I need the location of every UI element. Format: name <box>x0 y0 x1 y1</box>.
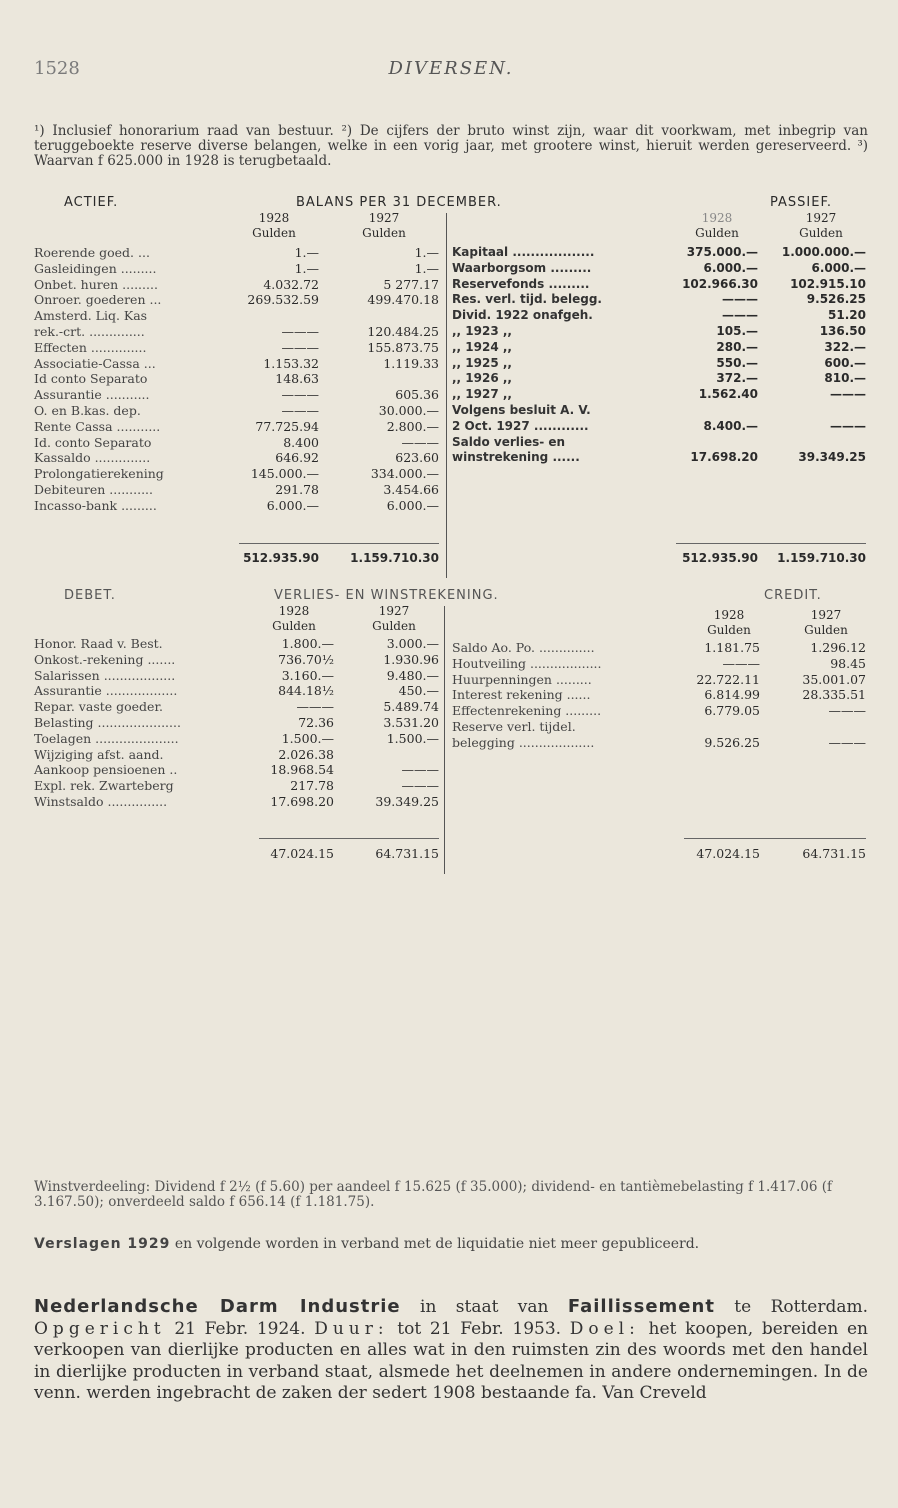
kassa-cell <box>689 108 749 122</box>
actief-row <box>34 277 439 293</box>
passief-row <box>452 261 868 277</box>
duur-value: tot 21 Febr. 1953. <box>388 1318 570 1339</box>
credit-row-value-a: 9.526.25 <box>704 734 760 750</box>
debet-row-value-b: 9.480.— <box>386 667 439 683</box>
debet-row-value-b: 5.489.74 <box>383 699 439 715</box>
debet-row-value-a: 1.500.— <box>281 730 334 746</box>
debet-total-a: 47.024.15 <box>270 846 334 861</box>
passief-row-value-b: 1.000.000.— <box>781 245 866 259</box>
credit-column <box>452 640 868 751</box>
debet-row <box>34 794 439 810</box>
actief-row-value-a: 77.725.94 <box>255 418 319 434</box>
actief-row-value-b: ——— <box>401 434 439 450</box>
passief-row-value-b: 810.— <box>824 371 866 386</box>
debet-row <box>34 731 439 747</box>
passief-row <box>452 419 868 435</box>
actief-row-value-b: 1.— <box>414 260 439 276</box>
actief-row <box>34 419 439 435</box>
actief-row-value-a: ——— <box>281 323 319 339</box>
winstverdeeling: Winstverdeeling: Dividend f 2½ (f 5.60) per aandeel f 15.625 (f 35.000); dividend- en tantièmebelasting f 1.417.06 (f 3.167.50); onverdeeld saldo f 656.14 (f 1.181.75). <box>34 1179 833 1210</box>
credit-row <box>452 687 868 703</box>
kassa-cell <box>630 108 690 122</box>
actief-row-label: Id. conto Separato <box>34 434 152 450</box>
faillissement-label: Faillissement <box>567 1296 715 1317</box>
credit-row <box>452 703 868 719</box>
credit-total-b: 64.731.15 <box>802 846 866 861</box>
credit-year-a: 1928 <box>713 608 745 622</box>
passief-row-value-a: 375.000.— <box>686 245 758 259</box>
actief-row-value-b: 623.60 <box>395 450 439 466</box>
actief-row-value-b: 120.484.25 <box>367 323 439 339</box>
actief-row-value-b: 6.000.— <box>386 497 439 513</box>
passief-row-value-a: 102.966.30 <box>682 276 758 291</box>
actief-row-label: O. en B.kas. dep. <box>34 402 141 418</box>
debet-row-value-a: 72.36 <box>298 714 334 730</box>
debet-row-value-a: 18.968.54 <box>270 762 334 778</box>
kassa-table <box>34 108 868 122</box>
passief-row-label: ,, 1923 ,, <box>452 323 512 338</box>
passief-row-value-a: 1.562.40 <box>698 387 758 402</box>
actief-heading: ACTIEF. <box>64 195 119 210</box>
debet-row <box>34 747 439 763</box>
page-title: DIVERSEN. <box>388 58 514 79</box>
actief-row <box>34 245 439 261</box>
credit-unit-b: Gulden <box>804 623 848 637</box>
credit-row-label: Houtveiling .................. <box>452 655 602 671</box>
debet-row-value-a: 844.18½ <box>278 683 334 699</box>
credit-row <box>452 735 868 751</box>
credit-total-rule <box>684 838 866 839</box>
actief-row-label: Amsterd. Liq. Kas <box>34 308 148 324</box>
kassa-cell <box>391 108 451 122</box>
actief-row <box>34 387 439 403</box>
actief-row <box>34 324 439 340</box>
actief-row-value-a: 4.032.72 <box>263 276 319 292</box>
actief-row <box>34 371 439 387</box>
debet-row-label: Repar. vaste goeder. <box>34 699 164 715</box>
passief-row <box>452 324 868 340</box>
page-number: 1528 <box>34 58 80 79</box>
passief-row <box>452 371 868 387</box>
credit-row-value-a: 1.181.75 <box>704 640 760 655</box>
kassa-cell <box>332 108 392 122</box>
credit-heading: CREDIT. <box>764 588 822 603</box>
actief-row <box>34 435 439 451</box>
actief-row <box>34 450 439 466</box>
actief-total-b: 1.159.710.30 <box>350 551 439 565</box>
debet-row-label: Belasting ..................... <box>34 714 181 730</box>
actief-row-value-b: 3.454.66 <box>383 481 439 497</box>
passief-unit-b: Gulden <box>799 226 843 240</box>
credit-row-value-a: 22.722.11 <box>696 671 760 687</box>
debet-row <box>34 652 439 668</box>
debet-unit-b: Gulden <box>372 619 416 633</box>
actief-row <box>34 308 439 324</box>
passief-row-value-a: ——— <box>722 292 758 307</box>
verslagen-note <box>34 1236 868 1253</box>
actief-row <box>34 498 439 514</box>
credit-row <box>452 672 868 688</box>
credit-row-value-a: 6.814.99 <box>704 687 760 703</box>
passief-row-value-a: 280.— <box>716 339 758 354</box>
ndi-text-2: te Rotterdam. <box>714 1297 868 1317</box>
passief-row-value-a: 6.000.— <box>703 260 758 275</box>
debet-row-label: Expl. rek. Zwarteberg <box>34 778 174 794</box>
actief-row-value-b: 30.000.— <box>378 402 439 418</box>
kassa-cell <box>451 108 511 122</box>
passief-row <box>452 308 868 324</box>
actief-row-value-b: 2.800.— <box>386 418 439 434</box>
kassa-cell <box>570 108 630 122</box>
passief-total-rule <box>676 543 866 544</box>
actief-row <box>34 340 439 356</box>
debet-row-value-b: 450.— <box>398 683 439 699</box>
actief-row-value-b: 499.470.18 <box>367 292 439 308</box>
debet-unit-a: Gulden <box>272 619 316 633</box>
debet-row <box>34 636 439 652</box>
actief-row <box>34 292 439 308</box>
actief-row-value-b: 155.873.75 <box>367 339 439 355</box>
verlies-title: VERLIES- EN WINSTREKENING. <box>274 588 499 603</box>
actief-row-label: Onroer. goederen ... <box>34 292 162 308</box>
passief-year-b: 1927 <box>805 211 837 225</box>
actief-row-label: Gasleidingen ......... <box>34 260 157 276</box>
debet-row-value-a: 217.78 <box>290 778 334 794</box>
credit-row-value-b: 35.001.07 <box>802 671 866 687</box>
debet-row-label: Salarissen .................. <box>34 667 176 683</box>
actief-year-a: 1928 <box>258 211 290 225</box>
passief-year-a: 1928 <box>701 211 733 225</box>
passief-row <box>452 277 868 293</box>
credit-row-label: Saldo Ao. Po. .............. <box>452 640 595 655</box>
debet-row <box>34 668 439 684</box>
passief-row-value-a: ——— <box>722 308 758 323</box>
passief-row <box>452 356 868 372</box>
passief-row-value-b: 9.526.25 <box>806 292 866 307</box>
actief-unit-b: Gulden <box>362 226 406 240</box>
credit-row-label: Huurpenningen ......... <box>452 671 592 687</box>
debet-row-label: Assurantie .................. <box>34 683 178 699</box>
actief-column <box>34 245 439 514</box>
debet-row-value-b: 39.349.25 <box>375 793 439 809</box>
actief-row-value-a: 145.000.— <box>250 466 319 482</box>
ndi-text-1: in staat van <box>400 1297 568 1317</box>
passief-column <box>452 245 868 466</box>
passief-row <box>452 435 868 451</box>
actief-row <box>34 403 439 419</box>
actief-row-label: Kassaldo .............. <box>34 450 151 466</box>
credit-unit-a: Gulden <box>707 623 751 637</box>
passief-row-value-b: ——— <box>830 387 866 402</box>
debet-row-label: Onkost.-rekening ....... <box>34 651 176 667</box>
doel-label: Doel: <box>569 1318 640 1339</box>
balans-title: BALANS PER 31 DECEMBER. <box>296 195 502 210</box>
credit-row <box>452 656 868 672</box>
debet-year-a: 1928 <box>278 604 310 618</box>
actief-row-value-a: 1.— <box>294 260 319 276</box>
debet-row-value-a: 17.698.20 <box>270 793 334 809</box>
verslagen-lead: Verslagen 1929 <box>34 1236 171 1252</box>
credit-row-value-b: 1.296.12 <box>810 640 866 655</box>
debet-row-label: Honor. Raad v. Best. <box>34 636 163 651</box>
kassa-year <box>34 108 94 122</box>
actief-row-value-a: ——— <box>281 387 319 403</box>
debet-row-value-b: 1.930.96 <box>383 651 439 667</box>
debet-row-value-a: ——— <box>296 699 334 715</box>
debet-row-value-b: ——— <box>401 778 439 794</box>
passief-row-label: Divid. 1922 onafgeh. <box>452 308 593 323</box>
verslagen-text: en volgende worden in verband met de liquidatie niet meer gepubliceerd. <box>170 1236 700 1252</box>
passief-row-value-a: 8.400.— <box>703 418 758 433</box>
credit-row-value-b: ——— <box>828 734 866 750</box>
verlies-divider <box>444 606 445 874</box>
company-name: Nederlandsche Darm Industrie <box>34 1296 401 1317</box>
passief-row-value-b: ——— <box>830 418 866 433</box>
actief-row-label: Debiteuren ........... <box>34 481 153 497</box>
actief-row-value-a: 1.153.32 <box>263 355 319 371</box>
actief-row-value-b: 1.— <box>414 245 439 260</box>
actief-row-value-a: ——— <box>281 402 319 418</box>
actief-row-label: Id conto Separato <box>34 371 148 387</box>
debet-row <box>34 715 439 731</box>
debet-row-value-b: 3.531.20 <box>383 714 439 730</box>
debet-row-label: Aankoop pensioenen .. <box>34 762 178 778</box>
passief-row <box>452 292 868 308</box>
debet-row-value-a: 1.800.— <box>281 636 334 651</box>
actief-row-label: Assurantie ........... <box>34 387 150 403</box>
actief-row-value-a: 6.000.— <box>266 497 319 513</box>
actief-row-value-a: 1.— <box>294 245 319 260</box>
debet-column <box>34 636 439 810</box>
footnotes: ¹) Inclusief honorarium raad van bestuur. ²) De cijfers der bruto winst zijn, waar dit voorkwam, met inbegrip van teruggeboekte reserve diverse belangen, welke in een vorig jaar, met grootere winst, hieruit werden gereserveerd. ³) Waarvan f 625.000 in 1928 is terugbetaald. <box>34 123 868 169</box>
debet-row-label: Toelagen ..................... <box>34 730 179 746</box>
page <box>34 52 868 878</box>
passief-row-value-b: 102.915.10 <box>790 276 866 291</box>
credit-row-label: Interest rekening ...... <box>452 687 591 703</box>
debet-row-label: Winstsaldo ............... <box>34 793 168 809</box>
ndi-entry <box>34 1296 868 1405</box>
credit-row-label: Reserve verl. tijdel. <box>452 718 576 734</box>
kassa-row-1928 <box>34 108 868 122</box>
passief-row-label: Res. verl. tijd. belegg. <box>452 292 602 307</box>
passief-row <box>452 340 868 356</box>
kassa-cell <box>153 108 213 122</box>
actief-row <box>34 356 439 372</box>
passief-heading: PASSIEF. <box>770 195 832 210</box>
debet-row-label: Wijziging afst. aand. <box>34 746 164 762</box>
debet-row-value-b: ——— <box>401 762 439 778</box>
passief-row-label: 2 Oct. 1927 ............ <box>452 418 589 433</box>
credit-row-value-b: ——— <box>828 703 866 719</box>
passief-total-a: 512.935.90 <box>682 551 758 565</box>
actief-row-value-a: 8.400 <box>283 434 319 450</box>
passief-row-label: Waarborgsom ......... <box>452 260 592 275</box>
actief-row-value-b: 5 277.17 <box>383 276 439 292</box>
credit-row <box>452 640 868 656</box>
kassa-cell <box>94 108 154 122</box>
kassa-cell <box>749 108 809 122</box>
actief-row-label: Prolongatierekening <box>34 466 164 482</box>
debet-row <box>34 762 439 778</box>
passief-row <box>452 245 868 261</box>
passief-row <box>452 450 868 466</box>
passief-row-label: Volgens besluit A. V. <box>452 402 591 417</box>
kassa-cell <box>511 108 571 122</box>
debet-row-value-b: 3.000.— <box>386 636 439 651</box>
actief-row-value-a: 646.92 <box>275 450 319 466</box>
debet-total-rule <box>259 838 439 839</box>
passief-row-value-a: 550.— <box>716 355 758 370</box>
passief-row-label: Reservefonds ......... <box>452 276 590 291</box>
debet-row <box>34 699 439 715</box>
credit-row-label: Effectenrekening ......... <box>452 703 602 719</box>
passief-unit-a: Gulden <box>695 226 739 240</box>
debet-row <box>34 778 439 794</box>
passief-row-value-b: 51.20 <box>828 308 866 323</box>
actief-row-label: Rente Cassa ........... <box>34 418 161 434</box>
actief-row-value-a: 269.532.59 <box>247 292 319 308</box>
passief-row-label: ,, 1925 ,, <box>452 355 512 370</box>
actief-row-label: Onbet. huren ......... <box>34 276 158 292</box>
doel-value: het koopen, bereiden en verkoopen van dierlijke producten en alles wat in den ruimsten zin des woords met den handel in dierlijke producten in verband staat, alsmede het deelnemen in andere ondernemingen. In de venn. werden ingebracht de zaken der sedert 1908 bestaande fa. Van Creveld <box>34 1318 869 1403</box>
debet-row-value-a: 736.70½ <box>278 651 334 667</box>
balans-section <box>34 195 868 580</box>
debet-year-b: 1927 <box>378 604 410 618</box>
actief-row <box>34 261 439 277</box>
debet-row-value-b: 1.500.— <box>386 730 439 746</box>
actief-year-b: 1927 <box>368 211 400 225</box>
passief-row-label: Kapitaal .................. <box>452 245 595 259</box>
passief-row-value-a: 372.— <box>716 371 758 386</box>
credit-year-b: 1927 <box>810 608 842 622</box>
opgericht-label: Opgericht <box>34 1318 166 1339</box>
credit-row-label: belegging ................... <box>452 734 595 750</box>
passief-row-value-b: 322.— <box>824 339 866 354</box>
actief-row <box>34 466 439 482</box>
passief-row-value-b: 39.349.25 <box>798 450 866 465</box>
duur-label: Duur: <box>314 1318 389 1339</box>
credit-row <box>452 719 868 735</box>
actief-row-value-a: 148.63 <box>275 371 319 387</box>
kassa-cell <box>213 108 332 122</box>
opgericht-value: 21 Febr. 1924. <box>165 1318 315 1339</box>
credit-row-value-b: 28.335.51 <box>802 687 866 703</box>
debet-row-value-a: 3.160.— <box>281 667 334 683</box>
actief-unit-a: Gulden <box>252 226 296 240</box>
passief-row-value-b: 6.000.— <box>811 260 866 275</box>
debet-heading: DEBET. <box>64 588 116 603</box>
passief-row-label: Saldo verlies- en <box>452 434 566 449</box>
credit-row-value-a: 6.779.05 <box>704 703 760 719</box>
passief-row-value-b: 136.50 <box>819 323 866 338</box>
actief-total-a: 512.935.90 <box>243 551 319 565</box>
balans-divider <box>446 213 447 578</box>
verlies-section <box>34 588 868 878</box>
passief-row-value-a: 105.— <box>716 323 758 338</box>
credit-total-a: 47.024.15 <box>696 846 760 861</box>
actief-row <box>34 482 439 498</box>
credit-row-value-b: 98.45 <box>830 655 866 671</box>
actief-row-label: rek.-crt. .............. <box>34 323 145 339</box>
actief-row-label: Effecten .............. <box>34 339 147 355</box>
passief-row-value-b: 600.— <box>824 355 866 370</box>
passief-row-label: ,, 1927 ,, <box>452 387 512 402</box>
passief-row-label: ,, 1926 ,, <box>452 371 512 386</box>
page-header <box>34 52 868 88</box>
actief-row-value-b: 1.119.33 <box>383 355 439 371</box>
passief-row-label: winstrekening ...... <box>452 450 580 465</box>
actief-row-value-a: 291.78 <box>275 481 319 497</box>
actief-total-rule <box>239 543 439 544</box>
actief-row-value-b: 605.36 <box>395 387 439 403</box>
passief-row <box>452 403 868 419</box>
passief-row <box>452 387 868 403</box>
actief-row-label: Incasso-bank ......... <box>34 497 157 513</box>
actief-row-value-b: 334.000.— <box>370 466 439 482</box>
passief-row-label: ,, 1924 ,, <box>452 339 512 354</box>
passief-row-value-a: 17.698.20 <box>690 450 758 465</box>
actief-row-value-a: ——— <box>281 339 319 355</box>
debet-total-b: 64.731.15 <box>375 846 439 861</box>
passief-total-b: 1.159.710.30 <box>777 551 866 565</box>
actief-row-label: Associatie-Cassa ... <box>34 355 156 371</box>
actief-row-label: Roerende goed. ... <box>34 245 150 260</box>
debet-row-value-a: 2.026.38 <box>278 746 334 762</box>
credit-row-value-a: ——— <box>722 655 760 671</box>
debet-row <box>34 683 439 699</box>
kassa-cell <box>808 108 868 122</box>
